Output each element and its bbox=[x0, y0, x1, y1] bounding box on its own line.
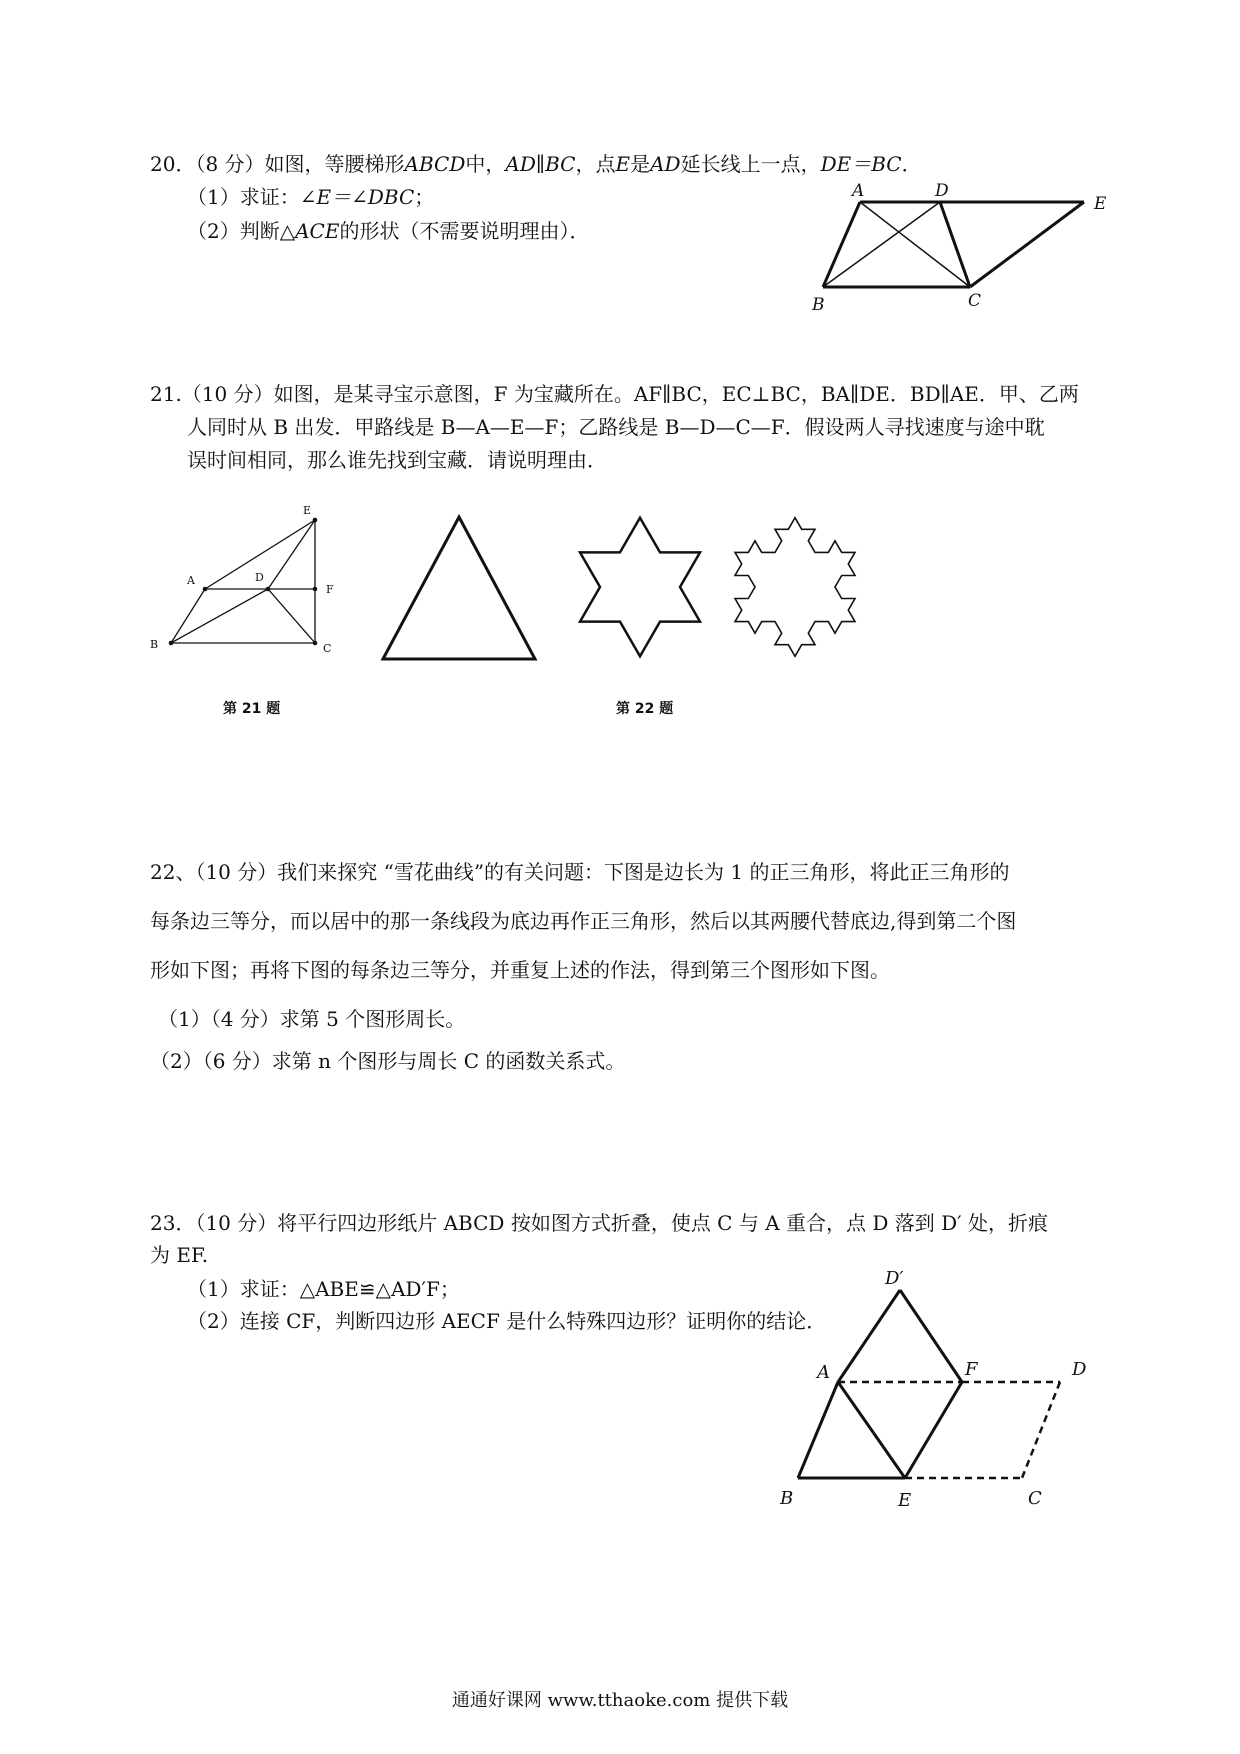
q20-part2 bbox=[187, 218, 589, 244]
q21-point-a bbox=[203, 587, 208, 592]
q23-segment-dc bbox=[1022, 1382, 1060, 1478]
q21-point-f bbox=[313, 587, 318, 592]
q21-line2: 人同时从 B 出发．甲路线是 B—A—E—F；乙路线是 B—D—C—F．假设两人寻找速度与途中耽 bbox=[187, 415, 1045, 439]
q20-text: 20．（8 分）如图，等腰梯形 bbox=[150, 152, 405, 176]
q23-label-b: B bbox=[780, 1488, 794, 1509]
q23-label-f: F bbox=[965, 1359, 978, 1380]
q20-math: E bbox=[615, 152, 631, 176]
q21-label-f: F bbox=[326, 583, 334, 596]
q21-segment-dc bbox=[268, 589, 315, 643]
page-footer: 通通好课网 www.tthaoke.com 提供下载 bbox=[451, 1690, 789, 1711]
q21-point-e bbox=[313, 518, 318, 523]
q20-label-e: E bbox=[1094, 194, 1107, 214]
q21-segment-bd bbox=[171, 589, 268, 643]
q22-line2: 每条边三等分，而以居中的那一条线段为底边再作正三角形，然后以其两腰代替底边,得到第二个图 bbox=[150, 909, 1017, 933]
q22-line3: 形如下图；再将下图的每条边三等分，并重复上述的作法，得到第三个图形如下图。 bbox=[150, 958, 890, 982]
q23-segment-ab bbox=[798, 1382, 838, 1478]
q22-caption: 第 22 题 bbox=[616, 701, 674, 717]
q20-math: AD∥BC bbox=[505, 152, 576, 176]
q23-label-c: C bbox=[1028, 1488, 1042, 1509]
q22-figure-star bbox=[560, 500, 720, 690]
q20-text: （2）判断△ bbox=[187, 219, 296, 243]
q21-label-e: E bbox=[303, 504, 312, 517]
q20-label-b: B bbox=[812, 295, 825, 315]
q21-caption: 第 21 题 bbox=[223, 701, 281, 717]
q21-point-c bbox=[313, 641, 318, 646]
q20-math: ACE bbox=[295, 219, 340, 243]
q23-line2: 为 EF. bbox=[150, 1243, 209, 1267]
q23-figure bbox=[770, 1270, 1110, 1525]
q21-figure bbox=[140, 500, 360, 660]
q20-text: （1）求证： bbox=[187, 185, 300, 209]
q23-segment-ae bbox=[838, 1382, 905, 1478]
q23-label-d: D bbox=[1072, 1359, 1087, 1380]
q20-label-a: A bbox=[852, 181, 865, 201]
q21-segment-ba bbox=[171, 589, 205, 643]
q23-label-a: A bbox=[817, 1362, 830, 1383]
q23-part1: （1）求证：△ABE≌△AD′F； bbox=[187, 1277, 460, 1301]
q20-math: AD bbox=[650, 152, 681, 176]
q23-label-e: E bbox=[898, 1490, 912, 1511]
q22-figure-snowflake bbox=[715, 500, 875, 690]
q20-math: ∠E＝∠DBC bbox=[299, 185, 415, 209]
q20-text: ，点 bbox=[575, 152, 616, 176]
q20-label-c: C bbox=[968, 291, 982, 311]
q20-part1 bbox=[187, 184, 434, 210]
q20-segment-dc bbox=[940, 202, 970, 287]
q20-text: 是 bbox=[630, 152, 651, 176]
q21-line1: 21.（10 分）如图，是某寻宝示意图，F 为宝藏所在。AF∥BC，EC⊥BC，BA∥DE．BD∥AE．甲、乙两 bbox=[150, 382, 1079, 406]
q23-label-d-prime: D′ bbox=[885, 1268, 904, 1289]
q20-text: 中， bbox=[465, 152, 506, 176]
q20-text: 的形状（不需要说明理由）． bbox=[339, 219, 590, 243]
q21-label-b: B bbox=[150, 638, 159, 651]
q21-point-d bbox=[266, 587, 271, 592]
q22-part1: （1）（4 分）求第 5 个图形周长。 bbox=[158, 1007, 466, 1031]
q20-figure bbox=[800, 180, 1130, 320]
q22-figure-triangle bbox=[370, 500, 550, 680]
q21-label-c: C bbox=[323, 642, 332, 655]
q20-math: DE＝BC bbox=[820, 152, 902, 176]
q20-math: ABCD bbox=[404, 152, 466, 176]
q22-part2: （2）（6 分）求第 n 个图形与周长 C 的函数关系式。 bbox=[150, 1049, 626, 1073]
q20-text: ． bbox=[901, 152, 922, 176]
q23-segment-ef bbox=[905, 1382, 962, 1478]
q21-label-d: D bbox=[255, 571, 264, 584]
q20-text: 延长线上一点， bbox=[680, 152, 821, 176]
q21-point-b bbox=[169, 641, 174, 646]
q23-segment-ad-prime bbox=[838, 1290, 900, 1382]
q21-line3: 误时间相同，那么谁先找到宝藏．请说明理由． bbox=[187, 448, 607, 472]
q23-part2: （2）连接 CF，判断四边形 AECF 是什么特殊四边形？证明你的结论． bbox=[187, 1309, 827, 1333]
q20-line1 bbox=[150, 151, 922, 177]
q20-text: ； bbox=[414, 185, 435, 209]
q23-segment-d-prime-f bbox=[900, 1290, 962, 1382]
q21-segment-de bbox=[268, 520, 315, 589]
q23-line1: 23．（10 分）将平行四边形纸片 ABCD 按如图方式折叠，使点 C 与 A 重合，点 D 落到 D′ 处，折痕 bbox=[150, 1211, 1049, 1235]
q22-line1: 22、（10 分）我们来探究 “雪花曲线”的有关问题：下图是边长为 1 的正三角形，将此正三角形的 bbox=[150, 860, 1010, 884]
q20-segment-ce bbox=[970, 202, 1084, 287]
q20-label-d: D bbox=[935, 181, 949, 201]
q21-label-a: A bbox=[187, 574, 195, 587]
